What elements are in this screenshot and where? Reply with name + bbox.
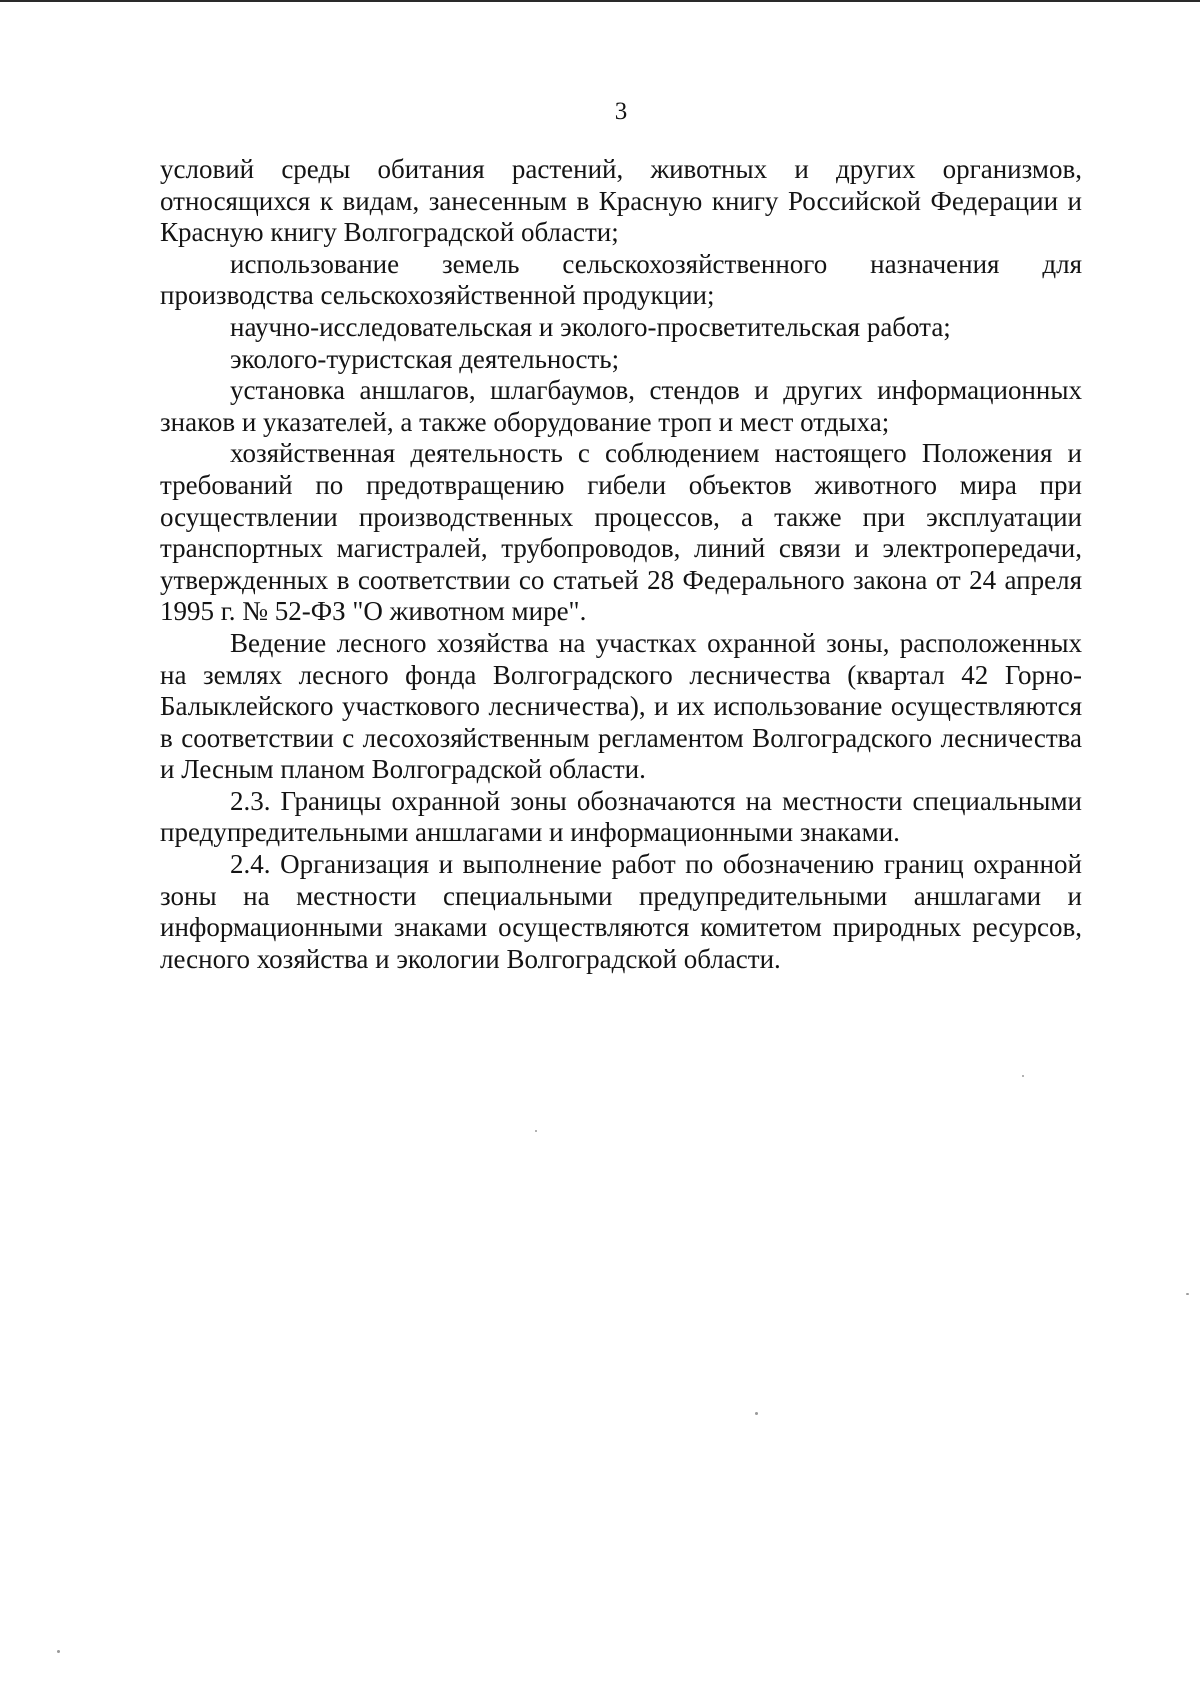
scan-top-edge — [0, 0, 1200, 2]
scan-speck — [57, 1650, 60, 1653]
paragraph-section-2-3: 2.3. Границы охранной зоны обозначаются на местности специальными предупредительными аншлагами и информационными знаками. — [160, 785, 1082, 848]
paragraph-signage: установка аншлагов, шлагбаумов, стендов и других информационных знаков и указателей, а также оборудование троп и мест отдыха; — [160, 375, 1082, 437]
paragraph-agricultural-land: использование земель сельскохозяйственного назначения для производства сельскохозяйственной продукции; — [160, 248, 1082, 311]
paragraph-eco-tourism: эколого-туристская деятельность; — [230, 343, 620, 374]
scan-speck — [1022, 1075, 1024, 1077]
document-body — [160, 154, 1082, 975]
paragraph-forestry: Ведение лесного хозяйства на участках охранной зоны, расположенных на землях лесного фонда Волгоградского лесничества (квартал 42 Горно-Балыклейского участкового лесничества), и их использование осуществляются в соответствии с лесохозяйственным регламентом Волгоградского лесничества и Лесным планом Волгоградской области. — [160, 627, 1082, 785]
scan-speck — [535, 1130, 537, 1132]
scan-speck — [1186, 1293, 1189, 1295]
paragraph-continuation: условий среды обитания растений, животных и других организмов, относящихся к видам, занесенным в Красную книгу Российской Федерации и Красную книгу Волгоградской области; — [160, 154, 1082, 248]
paragraph-economic-activity: хозяйственная деятельность с соблюдением настоящего Положения и требований по предотвращению гибели объектов животного мира при осуществлении производственных процессов, а также при эксплуатации транспортных магистралей, трубопроводов, линий связи и электропередачи, утвержденных в соответствии со статьей 28 Федерального закона от 24 апреля 1995 г. № 52-ФЗ "О животном мире". — [160, 438, 1082, 627]
paragraph-research-work: научно-исследовательская и эколого-просветительская работа; — [230, 311, 951, 342]
paragraph-section-2-4: 2.4. Организация и выполнение работ по обозначению границ охранной зоны на местности специальными предупредительными аншлагами и информационными знаками осуществляются комитетом природных ресурсов, лесного хозяйства и экологии Волгоградской области. — [160, 849, 1082, 974]
scan-speck — [755, 1412, 758, 1415]
page-number: 3 — [614, 98, 628, 125]
